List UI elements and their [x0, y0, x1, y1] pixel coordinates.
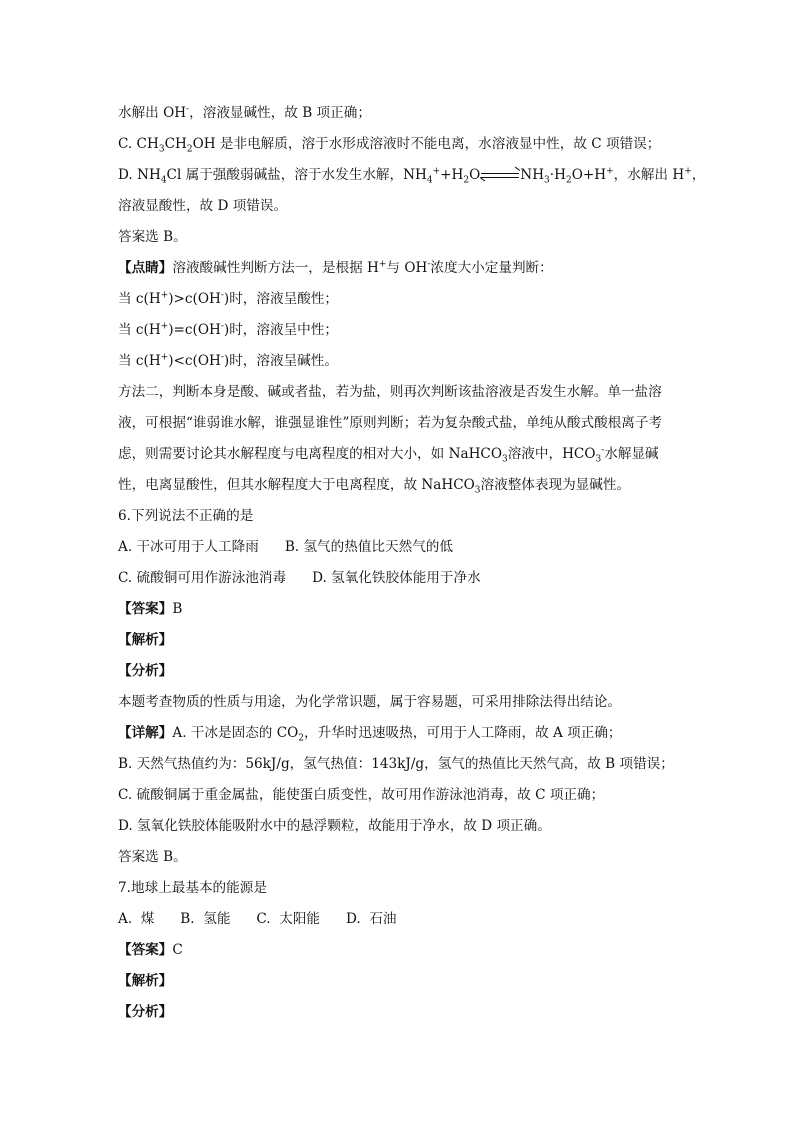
text-line: 当 c(H+)=c(OH-)时，溶液呈中性；: [118, 321, 338, 338]
text-line: 答案选 B。: [118, 229, 187, 245]
text-line: 本题考查物质的性质与用途，为化学常识题，属于容易题，可采用排除法得出结论。: [118, 694, 621, 710]
text-line: 虑，则需要讨论其水解程度与电离程度的相对大小，如 NaHCO$_3$溶液中，$HCO_3^-$水解显碱: [118, 445, 659, 465]
text-line: 性，电离显酸性，但其水解程度大于电离程度，故 NaHCO$_3$溶液整体表现为显碱性。: [118, 477, 631, 496]
section-label: 【解析】: [118, 973, 173, 989]
section-label: 【分析】: [118, 663, 173, 679]
question-7: 7.地球上最基本的能源是: [118, 880, 267, 896]
text-line: 当 c(H+)>c(OH-)时，溶液呈酸性；: [118, 290, 338, 307]
question-7-options: A. 煤 B. 氢能 C. 太阳能 D. 石油: [118, 911, 397, 927]
option-b: B. 氢气的热值比天然气的低: [284, 539, 453, 555]
text-line: 当 c(H+)<c(OH-)时，溶液呈碱性。: [118, 352, 338, 369]
section-label: 【分析】: [118, 1004, 173, 1020]
answer-6: 【答案】B: [118, 601, 183, 617]
question-6-options-ab: [118, 537, 453, 557]
text-line: C. 硫酸铜属于重金属盐，能使蛋白质变性，故可用作游泳池消毒，故 C 项正确；: [118, 787, 605, 803]
text-line: D. 氢氧化铁胶体能吸附水中的悬浮颗粒，故能用于净水，故 D 项正确。: [118, 818, 551, 834]
option-d: D. 氢氧化铁胶体能用于净水: [312, 570, 481, 586]
section-label: 【点睛】: [118, 260, 173, 276]
text-line: 答案选 B。: [118, 849, 187, 865]
text-line: 方法二，判断本身是酸、碱或者盐，若为盐，则再次判断该盐溶液是否发生水解。单一盐溶: [118, 384, 662, 400]
text-line: B. 天然气热值约为：56kJ/g，氢气热值：143kJ/g，氢气的热值比天然气高，故 B 项错误；: [118, 756, 674, 772]
question-6-options-cd: [118, 568, 481, 588]
text-line: D. $NH_4Cl$ 属于强酸弱碱盐，溶于水发生水解，$NH_4^++H_2O$ $NH_3\cdot H_2O+H^+$，水解出 H+，: [118, 166, 706, 186]
text-line: 溶液显酸性，故 D 项错误。: [118, 198, 288, 214]
text-line: 水解出 OH-，溶液显碱性，故 B 项正确；: [118, 104, 371, 121]
text-line: 【点睛】溶液酸碱性判断方法一，是根据 H+与 OH-浓度大小定量判断：: [118, 259, 553, 276]
text-line: 液，可根据“谁弱谁水解，谁强显谁性”原则判断；若为复杂酸式盐，单纯从酸式酸根离子考: [118, 415, 663, 431]
option-c: C. 硫酸铜可用作游泳池消毒: [118, 570, 287, 586]
answer-7: 【答案】C: [118, 942, 183, 958]
option-a: A. 干冰可用于人工降雨: [118, 539, 259, 555]
equilibrium-arrow-icon: [481, 171, 519, 181]
text-line: C. $CH_3CH_2OH$ 是非电解质，溶于水形成溶液时不能电离，水溶液显中性，故 C 项错误；: [118, 136, 661, 155]
question-6: 6.下列说法不正确的是: [118, 508, 254, 524]
section-label: 【解析】: [118, 632, 173, 648]
text-line: 【详解】A. 干冰是固态的 $CO_2$，升华时迅速吸热，可用于人工降雨，故 A 项正确；: [118, 725, 622, 744]
